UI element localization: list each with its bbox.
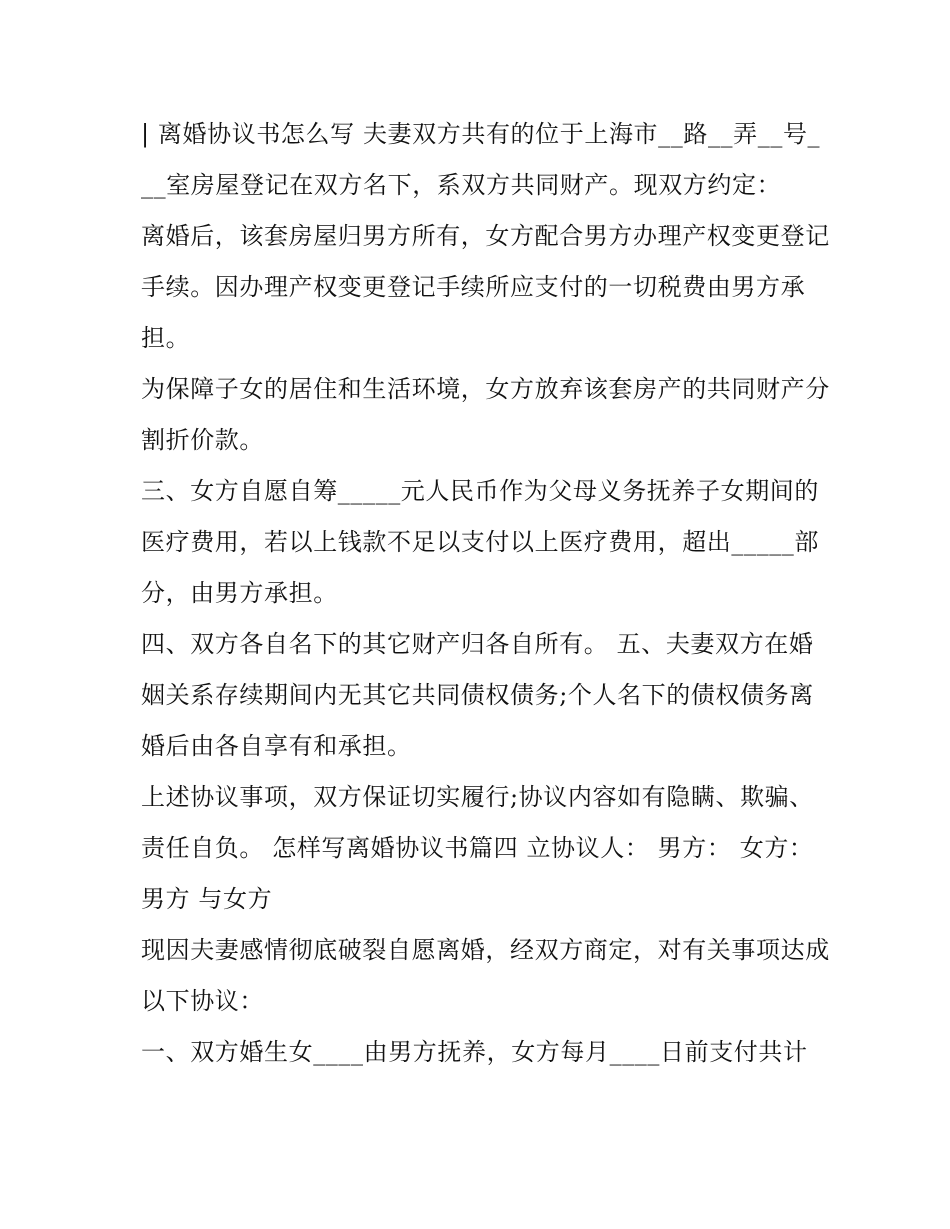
paragraph-house-transfer: 离婚后，该套房屋归男方所有，女方配合男方办理产权变更登记手续。因办理产权变更登记手续所应支付的一切税费由男方承担。	[141, 222, 830, 352]
paragraph-clause-one: 一、双方婚生女____由男方抚养，女方每月____日前支付共计	[141, 1038, 808, 1066]
paragraph-clause-three: 三、女方自愿自筹_____元人民币作为父母义务抚养子女期间的医疗费用，若以上钱款不足以支付以上医疗费用，超出_____部分，由男方承担。	[141, 477, 819, 607]
paragraph-house-ownership: | 离婚协议书怎么写 夫妻双方共有的位于上海市__路__弄__号___室房屋登记在双方名下，系双方共同财产。现双方约定：	[141, 120, 821, 199]
paragraph-clause-four-five: 四、双方各自名下的其它财产归各自所有。 五、夫妻双方在婚姻关系存续期间内无其它共同债权债务;个人名下的债权债务离婚后由各自享有和承担。	[141, 630, 814, 760]
paragraph-agreement-parties: 上述协议事项，双方保证切实履行;协议内容如有隐瞒、欺骗、责任自负。 怎样写离婚协议书篇四 立协议人： 男方： 女方： 男方 与女方	[141, 783, 814, 913]
paragraph-divorce-reason: 现因夫妻感情彻底破裂自愿离婚，经双方商定，对有关事项达成以下协议：	[141, 936, 830, 1015]
paragraph-children-housing: 为保障子女的居住和生活环境，女方放弃该套房产的共同财产分割折价款。	[141, 375, 830, 454]
document-body	[141, 109, 831, 1078]
